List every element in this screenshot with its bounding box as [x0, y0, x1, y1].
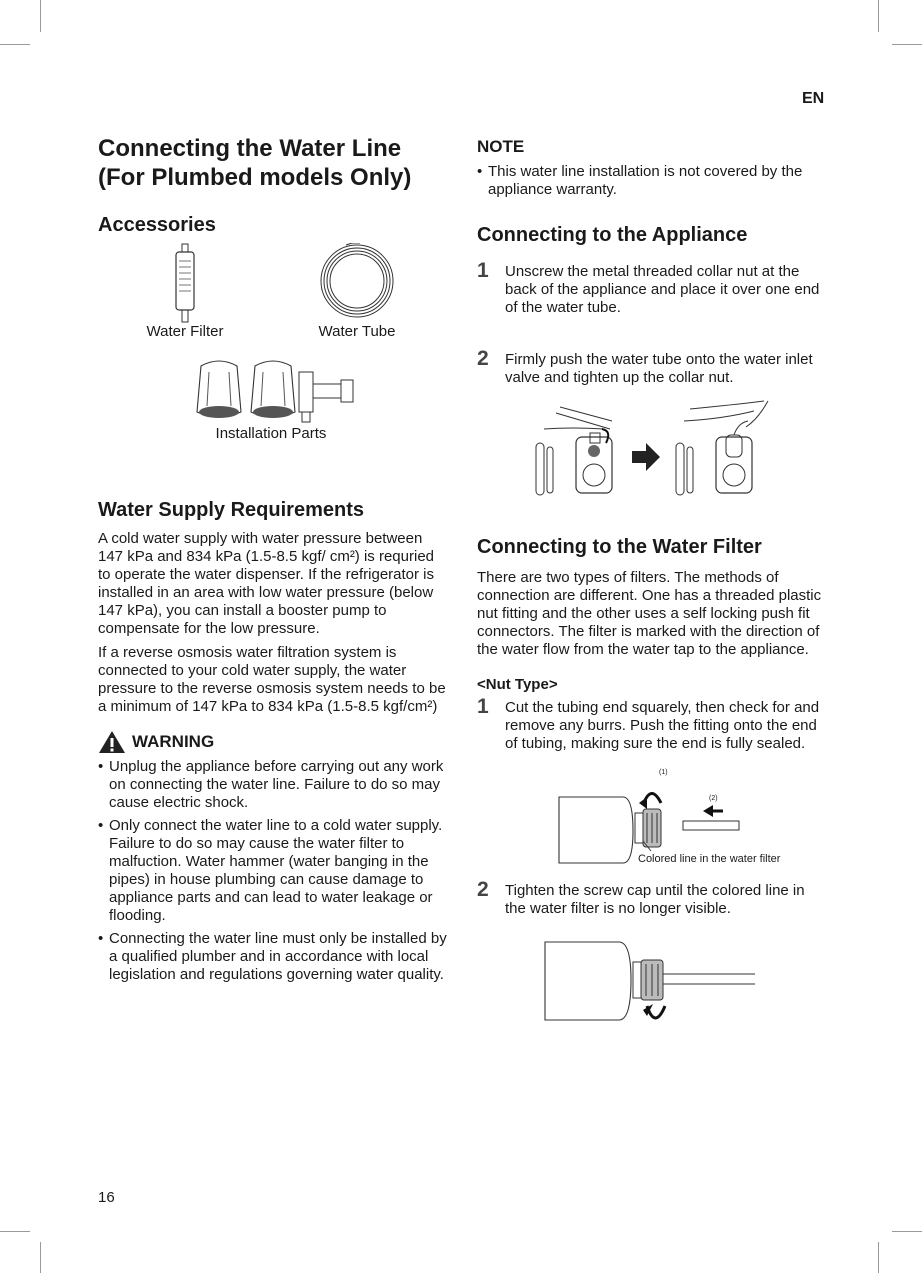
- right-column: [477, 134, 827, 1030]
- crop-mark: [0, 44, 30, 45]
- note-text: • This water line installation is not covered by the appliance warranty.: [477, 163, 827, 199]
- step-number: 1: [477, 695, 489, 718]
- crop-mark: [892, 44, 922, 45]
- crop-mark: [892, 1231, 922, 1232]
- warning-icon: [98, 730, 126, 754]
- appliance-step-2: [477, 347, 827, 387]
- diagram-label-2: (2): [709, 795, 718, 802]
- left-column: [98, 134, 450, 984]
- installation-parts-label: Installation Parts: [215, 425, 327, 442]
- accessories-heading: Accessories: [98, 214, 216, 236]
- diagram-caption: Colored line in the water filter: [638, 853, 781, 865]
- water-tube-label: Water Tube: [318, 323, 396, 340]
- crop-mark: [878, 1242, 879, 1273]
- nut-type-heading: <Nut Type>: [477, 676, 558, 693]
- water-tube-icon: [316, 243, 398, 321]
- page-title-line2: (For Plumbed models Only): [98, 164, 412, 191]
- accessories-figures: [98, 243, 450, 343]
- water-filter-icon: [173, 243, 197, 325]
- page-number: 16: [98, 1189, 115, 1206]
- installation-parts-figure: [98, 353, 450, 473]
- installation-parts-icon: [191, 358, 359, 426]
- crop-mark: [0, 1231, 30, 1232]
- filter-intro: There are two types of filters. The methods of connection are different. One has a threaded plastic nut fitting and the other uses a self locking push fit connectors. The filter is marked with the direction of the water flow from the water tap to the appliance.: [477, 569, 822, 658]
- page-title: [98, 134, 450, 192]
- filter-step-2: [477, 878, 827, 918]
- filter-step-1: [477, 695, 827, 753]
- language-label: EN: [802, 90, 825, 107]
- warning-item: • Only connect the water line to a cold water supply. Failure to do so may cause the water filter to malfuction. Water hammer (water banging in the pipes) in house plumbing can cause damage to appliance parts and can lead to water leakage or flooding.: [98, 817, 450, 925]
- crop-mark: [878, 0, 879, 32]
- appliance-connection-diagram: [532, 399, 772, 499]
- appliance-step-1: [477, 259, 827, 317]
- water-filter-label: Water Filter: [146, 323, 224, 340]
- note-title: NOTE: [477, 137, 525, 156]
- crop-mark: [40, 0, 41, 32]
- step-text: Tighten the screw cap until the colored line in the water filter is no longer visible.: [505, 882, 805, 917]
- supply-paragraph-1: A cold water supply with water pressure between 147 kPa and 834 kPa (1.5-8.5 kgf/ cm²) is requried to operate the water dispenser. If the refrigerator is installed in an area with low water pressure (below 147 kPa), you can install a booster pump to compensate for the low pressure.: [98, 530, 435, 637]
- connecting-appliance-heading: Connecting to the Appliance: [477, 224, 748, 246]
- step-text: Cut the tubing end squarely, then check for and remove any burrs. Push the fitting onto the end of tubing, making sure the end is fully sealed.: [505, 699, 820, 752]
- connecting-filter-heading: Connecting to the Water Filter: [477, 536, 762, 558]
- crop-mark: [40, 1242, 41, 1273]
- warning-title: [98, 730, 450, 754]
- step-text: Firmly push the water tube onto the water inlet valve and tighten up the collar nut.: [505, 351, 813, 386]
- step-number: 1: [477, 259, 489, 282]
- screw-cap-diagram: [543, 940, 759, 1030]
- page-title-line1: Connecting the Water Line: [98, 135, 402, 162]
- nut-fitting-diagram: [477, 769, 827, 879]
- diagram-label-1: (1): [659, 769, 668, 776]
- warning-item: • Unplug the appliance before carrying out any work on connecting the water line. Failure to do so may cause electric shock.: [98, 758, 450, 812]
- warning-title-text: WARNING: [132, 732, 215, 751]
- step-number: 2: [477, 878, 489, 901]
- water-supply-heading: Water Supply Requirements: [98, 499, 364, 521]
- warning-item: • Connecting the water line must only be installed by a qualified plumber and in accordance with local legislation and regulations governing water quality.: [98, 930, 450, 984]
- warning-list: [98, 758, 450, 984]
- step-text: Unscrew the metal threaded collar nut at the back of the appliance and place it over one end of the water tube.: [505, 263, 820, 316]
- step-number: 2: [477, 347, 489, 370]
- supply-paragraph-2: If a reverse osmosis water filtration system is connected to your cold water supply, the water pressure to the reverse osmosis system needs to be a minimum of 147 kPa to 834 kPa (1.5-8.5 kgf/cm²): [98, 644, 446, 715]
